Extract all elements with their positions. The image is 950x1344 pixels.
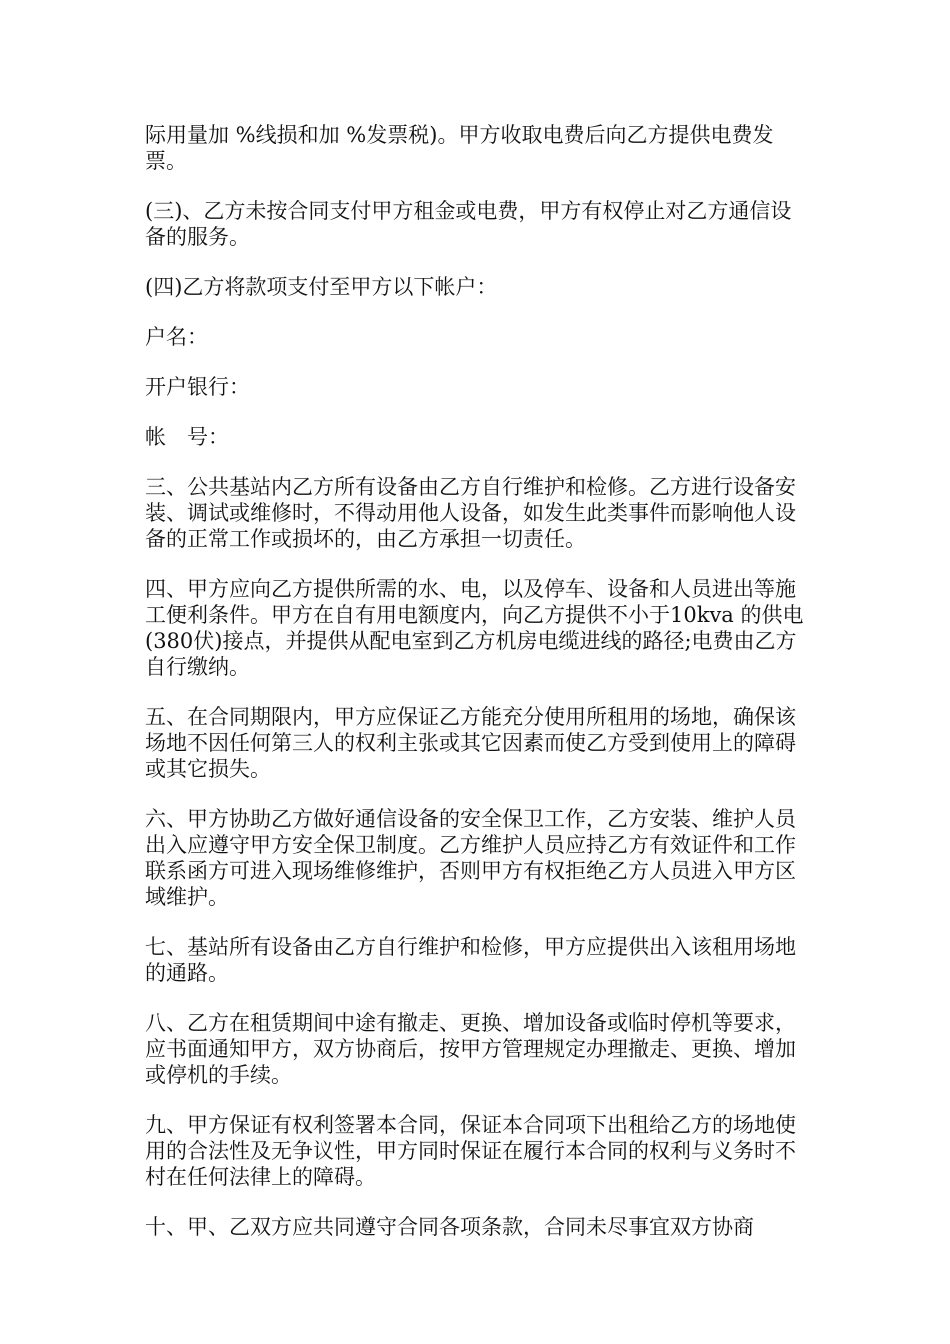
bank-name-label: 开户银行：	[145, 375, 250, 399]
paragraph-article-5: 五、在合同期限内，甲方应保证乙方能充分使用所租用的场地，确保该场地不因任何第三人的权利主张或其它因素而使乙方受到使用上的障碍或其它损失。	[145, 705, 796, 781]
paragraph-article-9: 九、甲方保证有权利签署本合同，保证本合同项下出租给乙方的场地使用的合法性及无争议性，甲方同时保证在履行本合同的权利与义务时不村在任何法律上的障碍。	[145, 1113, 796, 1189]
paragraph-article-10: 十、甲、乙双方应共同遵守合同各项条款，合同未尽事宜双方协商	[145, 1215, 754, 1239]
paragraph-article-6: 六、甲方协助乙方做好通信设备的安全保卫工作，乙方安装、维护人员出入应遵守甲方安全保卫制度。乙方维护人员应持乙方有效证件和工作联系函方可进入现场维修维护，否则甲方有权拒绝乙方人员进入甲方区域维护。	[145, 807, 796, 909]
paragraph-clause-4-sub: (四)乙方将款项支付至甲方以下帐户：	[145, 275, 498, 299]
account-number-label: 帐 号：	[145, 425, 229, 449]
paragraph-article-8: 八、乙方在租赁期间中途有撤走、更换、增加设备或临时停机等要求，应书面通知甲方，双方协商后，按甲方管理规定办理撤走、更换、增加或停机的手续。	[145, 1011, 796, 1087]
paragraph-electricity-fee: 际用量加 %线损和加 %发票税)。甲方收取电费后向乙方提供电费发票。	[145, 123, 774, 173]
account-name-label: 户名：	[145, 325, 208, 349]
paragraph-article-7: 七、基站所有设备由乙方自行维护和检修，甲方应提供出入该租用场地的通路。	[145, 935, 796, 985]
document-body	[145, 122, 810, 1264]
paragraph-article-3: 三、公共基站内乙方所有设备由乙方自行维护和检修。乙方进行设备安装、调试或维修时，不得动用他人设备，如发生此类事件而影响他人设备的正常工作或损坏的，由乙方承担一切责任。	[145, 475, 796, 551]
paragraph-article-4: 四、甲方应向乙方提供所需的水、电，以及停车、设备和人员进出等施工便利条件。甲方在自有用电额度内，向乙方提供不小于10kva 的供电(380伏)接点，并提供从配电室到乙方机房电缆进线的路径;电费由乙方自行缴纳。	[145, 577, 804, 679]
paragraph-clause-3-sub: (三)、乙方未按合同支付甲方租金或电费，甲方有权停止对乙方通信设备的服务。	[145, 199, 792, 249]
